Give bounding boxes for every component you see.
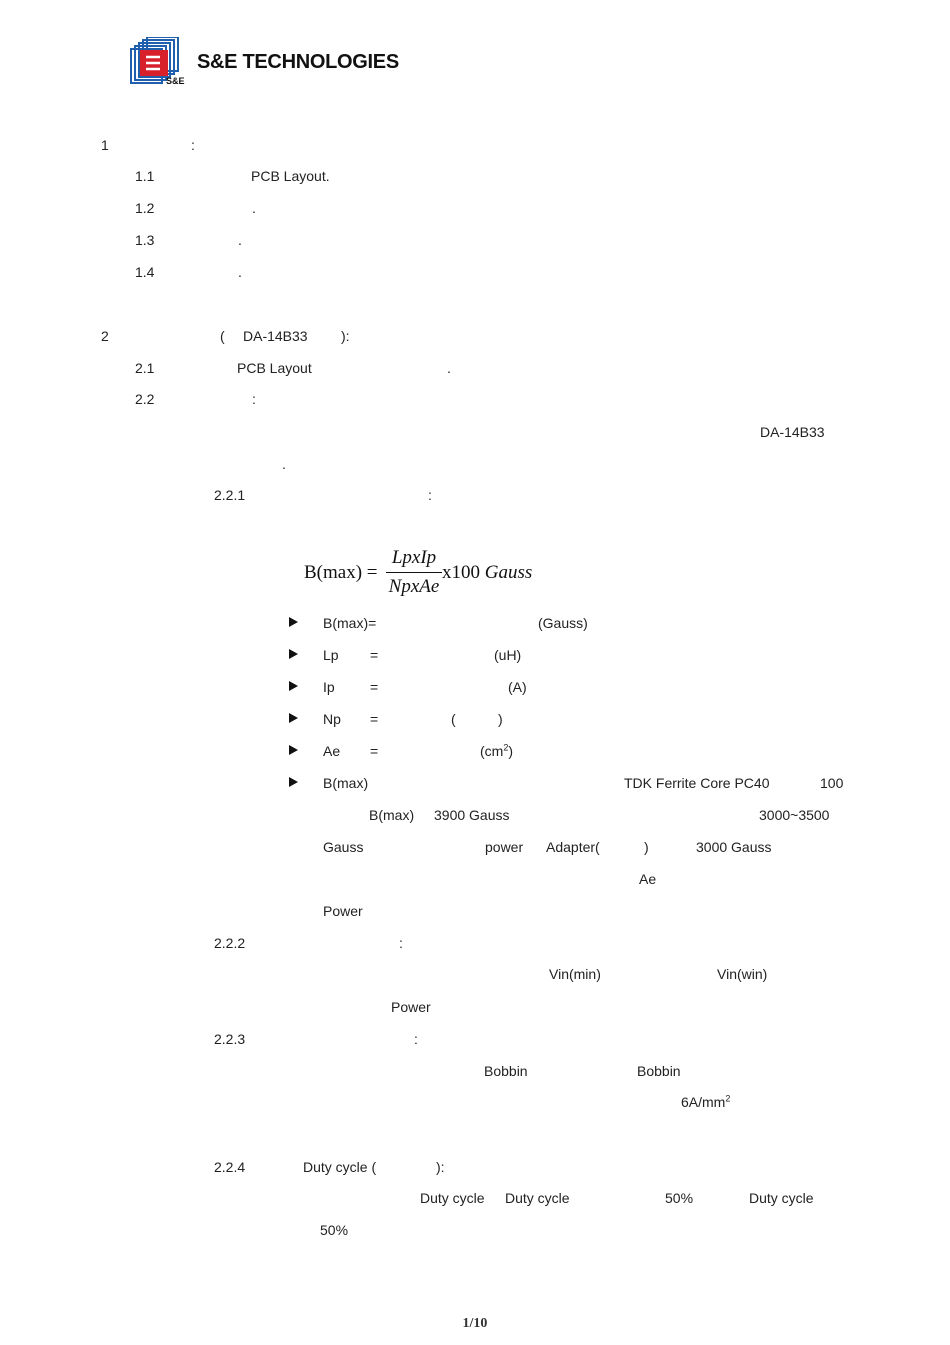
sub-2-2-2-vin-win: Vin(win) [717, 966, 768, 982]
sub-2-2-2-number: 2.2.2 [214, 935, 246, 951]
bullet-ip-eq: = [370, 679, 379, 695]
item-1-3-number: 1.3 [135, 232, 155, 248]
sub-2-2-4-percent-2: 50% [320, 1222, 349, 1238]
arrow-bullet-icon [289, 681, 298, 691]
bullet-bmax-unit: (Gauss) [538, 615, 588, 631]
note-bmax-value: 3900 Gauss [434, 807, 510, 823]
fraction-bar [386, 572, 442, 573]
sub-2-2-4-duty-cycle-1: Duty cycle [420, 1190, 485, 1206]
note-gauss-3000: 3000 Gauss [696, 839, 772, 855]
section-2-model: DA-14B33 [243, 328, 308, 344]
note-ae: Ae [639, 871, 657, 887]
item-2-2-end: . [282, 456, 286, 472]
bullet-np-paren-close: ) [498, 711, 503, 727]
section-1-number: 1 [101, 137, 109, 153]
arrow-bullet-icon [289, 777, 298, 787]
arrow-bullet-icon [289, 713, 298, 723]
sub-2-2-1-number: 2.2.1 [214, 487, 246, 503]
density-base: 6A/mm [681, 1094, 726, 1110]
arrow-bullet-icon [289, 649, 298, 659]
sub-2-2-3-bobbin-2: Bobbin [637, 1063, 681, 1079]
sub-2-2-4-percent-1: 50% [665, 1190, 694, 1206]
item-1-4-number: 1.4 [135, 264, 155, 280]
sub-2-2-3-density [681, 1094, 730, 1110]
sub-2-2-4-duty-cycle-3: Duty cycle [749, 1190, 814, 1206]
note-core: TDK Ferrite Core PC40 [624, 775, 770, 791]
sub-2-2-3-number: 2.2.3 [214, 1031, 246, 1047]
sub-2-2-4-title: Duty cycle ( [303, 1159, 377, 1175]
item-2-2-model-ref: DA-14B33 [760, 424, 825, 440]
note-power-2: Power [323, 903, 363, 919]
sub-2-2-3-bobbin-1: Bobbin [484, 1063, 528, 1079]
arrow-bullet-icon [289, 617, 298, 627]
note-range: 3000~3500 [759, 807, 830, 823]
sub-2-2-4-duty-cycle-2: Duty cycle [505, 1190, 570, 1206]
section-2-paren-close: ): [341, 328, 350, 344]
bullet-bmax-label: B(max)= [323, 615, 377, 631]
section-2-number: 2 [101, 328, 109, 344]
item-2-2-colon: : [252, 391, 256, 407]
item-2-1-end: . [447, 360, 451, 376]
sub-2-2-4-number: 2.2.4 [214, 1159, 246, 1175]
item-2-1-number: 2.1 [135, 360, 155, 376]
sub-2-2-2-colon: : [399, 935, 403, 951]
item-1-1-text: PCB Layout. [251, 168, 330, 184]
item-1-2-number: 1.2 [135, 200, 155, 216]
formula-numerator: LpxIp [391, 547, 437, 568]
section-1-colon: : [191, 137, 195, 153]
bullet-np-paren-open: ( [451, 711, 456, 727]
item-2-2-number: 2.2 [135, 391, 155, 407]
bullet-ae-unit [480, 743, 513, 759]
sub-2-2-3-colon: : [414, 1031, 418, 1047]
bullet-lp-unit: (uH) [494, 647, 522, 663]
ae-unit-sup: 2 [503, 742, 509, 753]
note-adapter-close: ) [644, 839, 649, 855]
formula-unit: Gauss [484, 562, 533, 583]
bullet-ip-unit: (A) [508, 679, 527, 695]
ae-unit-end: ) [508, 743, 514, 759]
sub-2-2-2-power: Power [391, 999, 431, 1015]
formula-denominator: NpxAe [388, 576, 440, 597]
formula-multiplier: x100 [442, 562, 480, 583]
sub-2-2-4-title-close: ): [436, 1159, 445, 1175]
company-name: S&E TECHNOLOGIES [197, 51, 399, 73]
item-1-3-text: . [238, 232, 242, 248]
sub-2-2-2-vin-min: Vin(min) [549, 966, 601, 982]
bullet-np-eq: = [370, 711, 379, 727]
section-2-paren-open: ( [220, 328, 225, 344]
formula-lhs: B(max) = [304, 562, 378, 583]
item-1-4-text: . [238, 264, 242, 280]
note-bmax-label: B(max) [323, 775, 369, 791]
bullet-np-label: Np [323, 711, 341, 727]
bullet-ae-label: Ae [323, 743, 341, 759]
note-gauss: Gauss [323, 839, 364, 855]
bullet-lp-eq: = [370, 647, 379, 663]
bullet-lp-label: Lp [323, 647, 339, 663]
item-2-1-text: PCB Layout [237, 360, 312, 376]
item-1-1-number: 1.1 [135, 168, 155, 184]
note-adapter: Adapter( [546, 839, 600, 855]
bullet-ip-label: Ip [323, 679, 335, 695]
density-sup: 2 [725, 1093, 731, 1104]
note-power: power [485, 839, 524, 855]
page-number: 1/10 [462, 1316, 488, 1331]
bullet-ae-eq: = [370, 743, 379, 759]
company-logo [130, 37, 192, 85]
sub-2-2-1-colon: : [428, 487, 432, 503]
ae-unit-base: (cm [480, 743, 504, 759]
item-1-2-text: . [252, 200, 256, 216]
formula-rhs [442, 562, 532, 584]
arrow-bullet-icon [289, 745, 298, 755]
logo-text: S&E [166, 76, 185, 85]
note-temp: 100 [820, 775, 844, 791]
note-bmax: B(max) [369, 807, 415, 823]
